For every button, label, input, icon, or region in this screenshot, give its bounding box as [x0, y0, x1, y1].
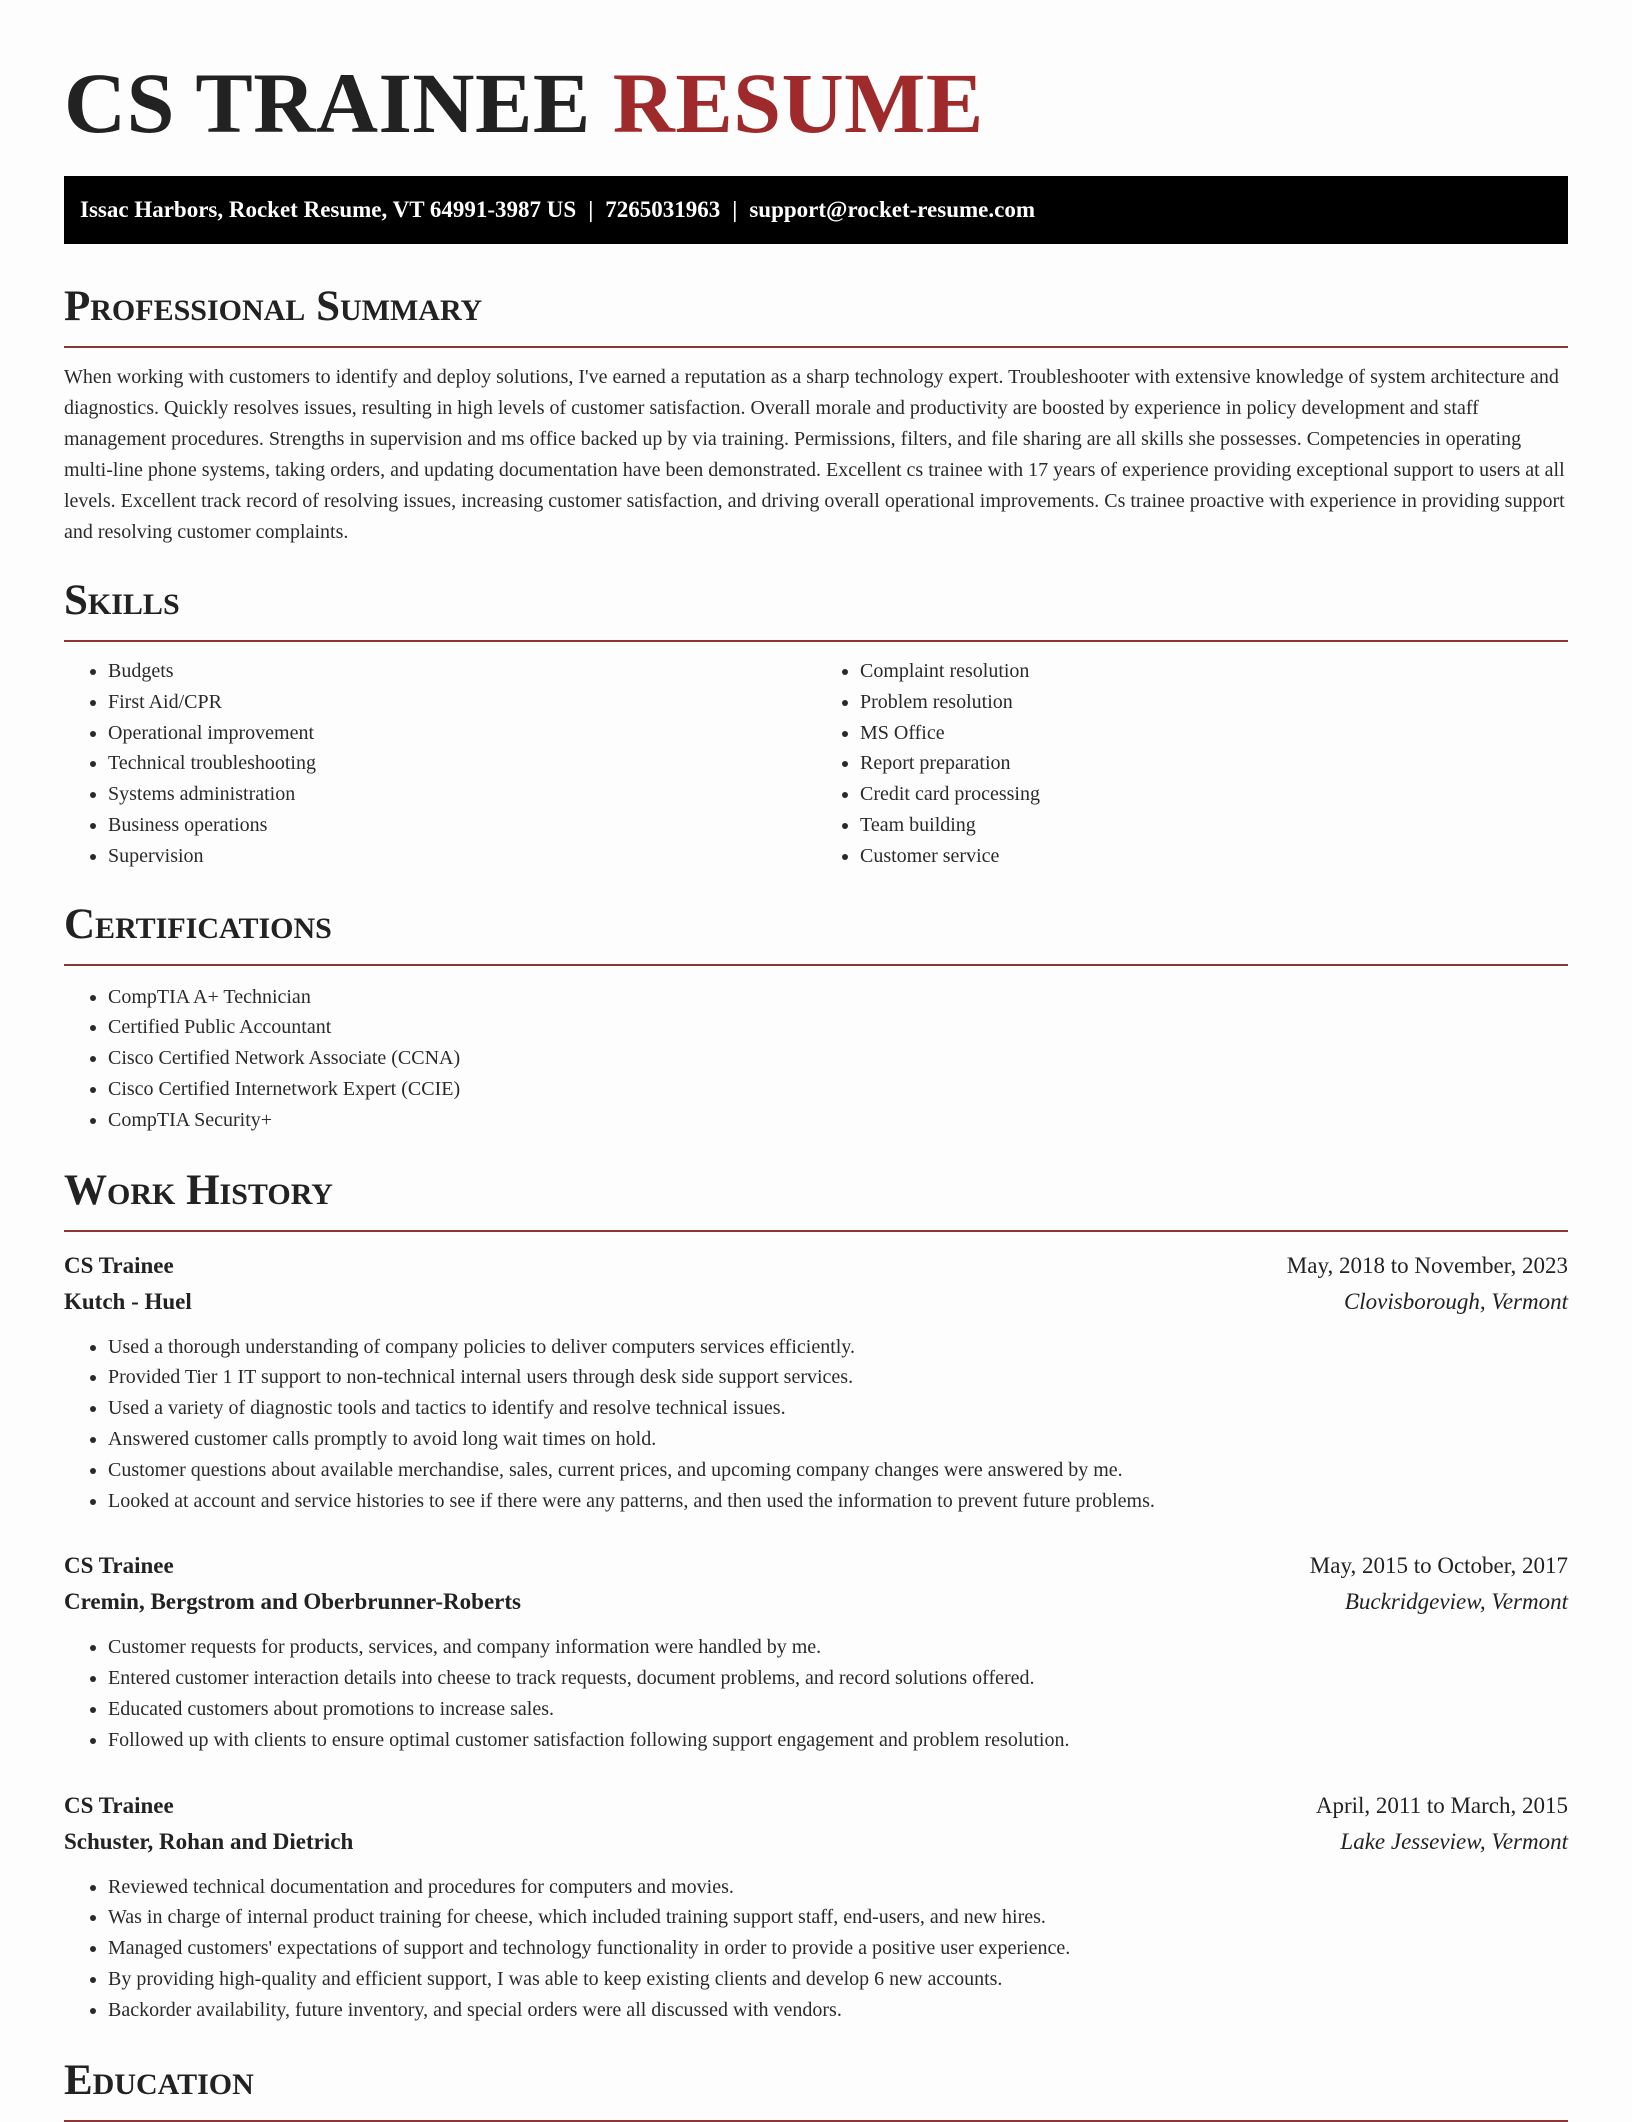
skill-item: • MS Office: [860, 718, 1568, 749]
title-main: CS TRAINEE: [64, 55, 591, 151]
skill-item: • Business operations: [108, 810, 816, 841]
job-duty: • Used a variety of diagnostic tools and tactics to identify and resolve technical issues.: [108, 1393, 1568, 1424]
job-duty: • Reviewed technical documentation and procedures for computers and movies.: [108, 1872, 1568, 1903]
skill-item: • Operational improvement: [108, 718, 816, 749]
job-duty: • Educated customers about promotions to increase sales.: [108, 1694, 1568, 1725]
job-duty: • Used a thorough understanding of company policies to deliver computers services efficiently.: [108, 1332, 1568, 1363]
job-header-row: [64, 1248, 1568, 1284]
skill-item: • Credit card processing: [860, 779, 1568, 810]
job-duty: • Customer questions about available merchandise, sales, current prices, and upcoming company changes were answered by me.: [108, 1455, 1568, 1486]
job-duties-list: [64, 1872, 1568, 2026]
work-history-heading: Work History: [64, 1166, 1568, 1232]
certifications-heading: Certifications: [64, 900, 1568, 966]
job-duties-list: [64, 1632, 1568, 1755]
certifications-list: [64, 982, 1568, 1136]
job-company: Kutch - Huel: [64, 1288, 192, 1314]
skill-item: • Customer service: [860, 841, 1568, 872]
contact-separator: |: [732, 197, 738, 222]
contact-address: Issac Harbors, Rocket Resume, VT 64991-3987 US: [80, 197, 577, 222]
summary-text: When working with customers to identify and deploy solutions, I've earned a reputation as a sharp technology expert. Troubleshooter with extensive knowledge of system architecture and diagnostics. Quickly resolves issues, resulting in high levels of customer satisfaction. Overall morale and productivity are boosted by experience in policy development and staff management procedures. Strengths in supervision and ms office backed up by via training. Permissions, filters, and file sharing are all skills she possesses. Competencies in operating multi-line phone systems, taking orders, and updating documentation have been demonstrated. Excellent cs trainee with 17 years of experience providing exceptional support to users at all levels. Excellent track record of resolving issues, increasing customer satisfaction, and driving overall operational improvements. Cs trainee proactive with experience in providing support and resolving customer complaints.: [64, 366, 1565, 543]
certification-item: • Cisco Certified Internetwork Expert (CCIE): [108, 1074, 1568, 1105]
contact-separator: |: [588, 197, 594, 222]
certifications-section: [64, 900, 1568, 1136]
title-accent: RESUME: [612, 55, 984, 151]
skill-item: • Problem resolution: [860, 687, 1568, 718]
skills-list-left: [64, 656, 816, 872]
job-duty: • Provided Tier 1 IT support to non-technical internal users through desk side support services.: [108, 1362, 1568, 1393]
skill-item: • Team building: [860, 810, 1568, 841]
work-history-section: [64, 1166, 1568, 2026]
job-duty: • Customer requests for products, services, and company information were handled by me.: [108, 1632, 1568, 1663]
job-duty: • Was in charge of internal product training for cheese, which included training support staff, end-users, and new hires.: [108, 1902, 1568, 1933]
job-header-row: [64, 1548, 1568, 1584]
skills-section: [64, 576, 1568, 872]
job-company: Schuster, Rohan and Dietrich: [64, 1828, 354, 1854]
summary-heading: Professional Summary: [64, 282, 1568, 348]
job-entry: [64, 1248, 1568, 1517]
job-duties-list: [64, 1332, 1568, 1517]
education-heading: Education: [64, 2056, 1568, 2122]
skill-item: • Technical troubleshooting: [108, 748, 816, 779]
job-duty: • Followed up with clients to ensure optimal customer satisfaction following support engagement and problem resolution.: [108, 1725, 1568, 1756]
job-duty: • Managed customers' expectations of support and technology functionality in order to provide a positive user experience.: [108, 1933, 1568, 1964]
skill-item: • Report preparation: [860, 748, 1568, 779]
contact-email[interactable]: support@rocket-resume.com: [749, 197, 1035, 222]
job-duty: • By providing high-quality and efficient support, I was able to keep existing clients and develop 6 new accounts.: [108, 1964, 1568, 1995]
skills-heading: Skills: [64, 576, 1568, 642]
certification-item: • CompTIA A+ Technician: [108, 982, 1568, 1013]
contact-bar: [64, 176, 1568, 244]
job-dates: April, 2011 to March, 2015: [1315, 1792, 1568, 1818]
job-entry: [64, 1548, 1568, 1755]
skill-item: • Budgets: [108, 656, 816, 687]
skills-columns: [64, 656, 1568, 872]
job-company: Cremin, Bergstrom and Oberbrunner-Roberts: [64, 1589, 521, 1615]
job-location: Clovisborough, Vermont: [1343, 1288, 1568, 1314]
job-company-row: [64, 1584, 1568, 1620]
job-dates: May, 2015 to October, 2017: [1309, 1553, 1568, 1579]
job-location: Lake Jesseview, Vermont: [1340, 1828, 1568, 1854]
skill-item: • Complaint resolution: [860, 656, 1568, 687]
job-dates: May, 2018 to November, 2023: [1286, 1252, 1568, 1278]
job-duty: • Entered customer interaction details into cheese to track requests, document problems, and record solutions offered.: [108, 1663, 1568, 1694]
job-header-row: [64, 1788, 1568, 1824]
job-company-row: [64, 1824, 1568, 1860]
skill-item: • Systems administration: [108, 779, 816, 810]
job-title: CS Trainee: [64, 1252, 174, 1278]
job-company-row: [64, 1284, 1568, 1320]
contact-phone[interactable]: 7265031963: [605, 197, 721, 222]
summary-section: [64, 282, 1568, 548]
job-duty: • Backorder availability, future inventory, and special orders were all discussed with vendors.: [108, 1995, 1568, 2026]
job-entry: [64, 1788, 1568, 2026]
certification-item: • Cisco Certified Network Associate (CCNA): [108, 1043, 1568, 1074]
resume-title: [64, 0, 1568, 151]
job-duty: • Answered customer calls promptly to avoid long wait times on hold.: [108, 1424, 1568, 1455]
skill-item: • Supervision: [108, 841, 816, 872]
certification-item: • Certified Public Accountant: [108, 1012, 1568, 1043]
job-location: Buckridgeview, Vermont: [1344, 1589, 1568, 1615]
job-duty: • Looked at account and service histories to see if there were any patterns, and then used the information to prevent future problems.: [108, 1486, 1568, 1517]
certification-item: • CompTIA Security+: [108, 1105, 1568, 1136]
skills-list-right: [816, 656, 1568, 872]
job-title: CS Trainee: [64, 1792, 174, 1818]
job-title: CS Trainee: [64, 1553, 174, 1579]
skill-item: • First Aid/CPR: [108, 687, 816, 718]
